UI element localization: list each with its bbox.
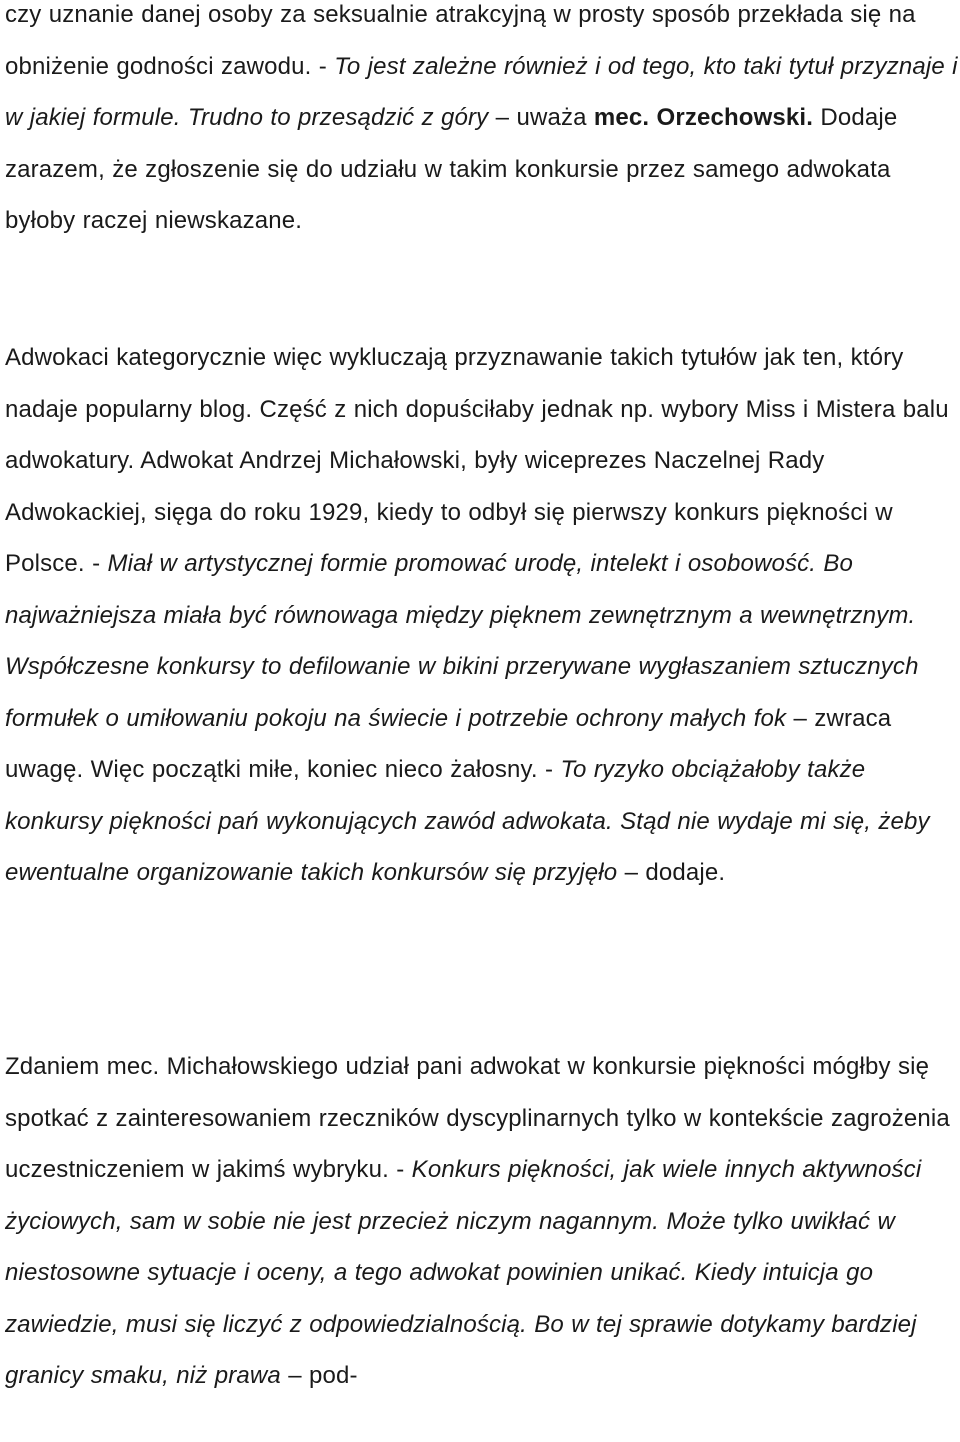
text-run: – dodaje. bbox=[617, 859, 726, 886]
paragraph-3 bbox=[5, 1041, 960, 1402]
text-run: – uważa bbox=[488, 104, 594, 131]
text-run: Zdaniem mec. Michałowskiego udział pani adwokat w konkursie piękności mógłby się spotkać z zainteresowaniem rzeczników dyscyplinarnych tylko w kontekście zagrożenia uczestniczeniem w jakimś wybryku. - bbox=[5, 1053, 950, 1183]
text-run-bold: mec. Orzechowski. bbox=[593, 104, 814, 131]
text-run: Dodaje zarazem, że zgłoszenie się do udziału w takim konkursie przez samego adwokata byłoby raczej niewskazane. bbox=[5, 104, 898, 234]
text-run: – pod- bbox=[280, 1362, 358, 1389]
paragraph-1 bbox=[5, 0, 960, 247]
text-run: – zwraca uwagę. Więc początki miłe, koniec nieco żałosny. - bbox=[5, 704, 892, 783]
text-run: Adwokaci kategorycznie więc wykluczają przyznawanie takich tytułów jak ten, który nadaje popularny blog. Część z nich dopuściłaby jednak np. wybory Miss i Mistera balu adwokatury. Adwokat Andrzej Michałowski, były wiceprezes Naczelnej Rady Adwokackiej, sięga do roku 1929, kiedy to odbył się pierwszy konkurs piękności w Polsce. - bbox=[5, 344, 949, 577]
text-run-italic: Konkurs piękności, jak wiele innych aktywności życiowych, sam w sobie nie jest przecież niczym nagannym. Może tylko uwikłać w niestosowne sytuacje i oceny, a tego adwokat powinien unikać. Kiedy intuicja go zawiedzie, musi się liczyć z odpowiedzialnością. Bo w tej sprawie dotykamy bardziej granicy smaku, niż prawa bbox=[5, 1156, 922, 1389]
text-run-italic: Miał w artystycznej formie promować urodę, intelekt i osobowość. Bo najważniejsza miała być równowaga między pięknem zewnętrznym a wewnętrznym. Współczesne konkursy to defilowanie w bikini przerywane wygłaszaniem sztucznych formułek o umiłowaniu pokoju na świecie i potrzebie ochrony małych fok bbox=[5, 550, 919, 732]
text-run-italic: To jest zależne również i od tego, kto taki tytuł przyznaje i w jakiej formule. Trudno to przesądzić z góry bbox=[5, 52, 958, 131]
text-run-italic: To ryzyko obciążałoby także konkursy piękności pań wykonujących zawód adwokata. Stąd nie wydaje mi się, żeby ewentualne organizowanie takich konkursów się przyjęło bbox=[5, 756, 930, 886]
text-run: czy uznanie danej osoby za seksualnie atrakcyjną w prosty sposób przekłada się na obniżenie godności zawodu. - bbox=[5, 1, 916, 80]
paragraph-2 bbox=[5, 332, 960, 899]
